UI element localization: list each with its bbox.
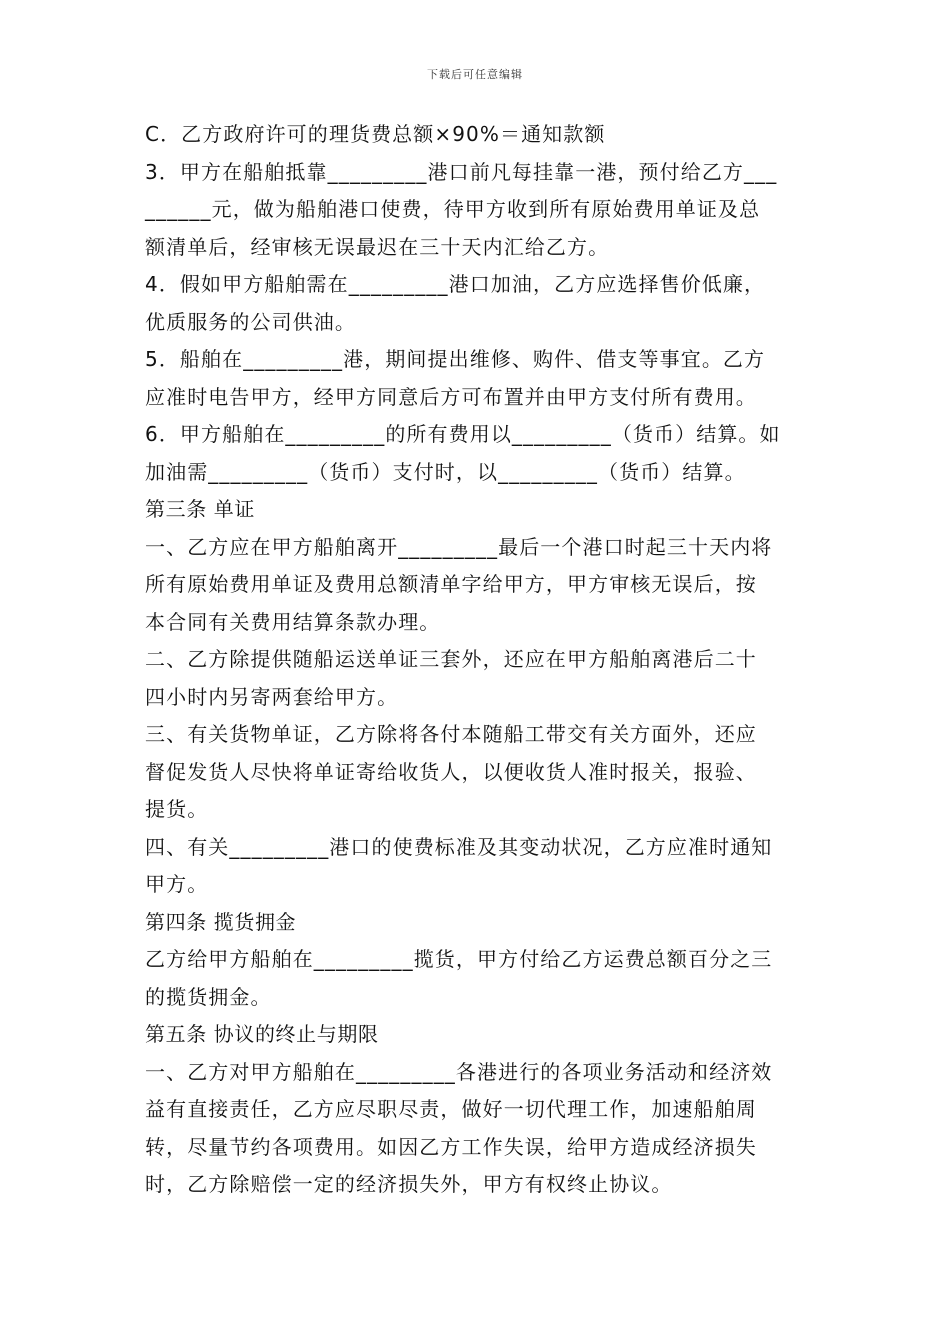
paragraph-line: 优质服务的公司供油。 bbox=[145, 309, 356, 334]
paragraph-line: 3．甲方在船舶抵靠_________港口前凡每挂靠一港，预付给乙方___ bbox=[145, 159, 778, 184]
paragraph-line: 二、乙方除提供随船运送单证三套外，还应在甲方船舶离港后二十 bbox=[145, 647, 757, 671]
paragraph-line: 5．船舶在_________港，期间提出维修、购件、借支等事宜。乙方 bbox=[145, 347, 766, 371]
paragraph-line: 应准时电告甲方，经甲方同意后方可布置并由甲方支付所有费用。 bbox=[145, 384, 757, 409]
paragraph-line: 加油需_________（货币）支付时，以_________（货币）结算。 bbox=[145, 459, 746, 484]
paragraph-line: 四小时内另寄两套给甲方。 bbox=[145, 684, 399, 709]
document-body bbox=[145, 116, 809, 1204]
paragraph-line: 一、乙方对甲方船舶在_________各港进行的各项业务活动和经济效 bbox=[145, 1059, 773, 1084]
paragraph-line: 益有直接责任，乙方应尽职尽责，做好一切代理工作，加速船舶周 bbox=[145, 1097, 757, 1121]
paragraph-line: 转，尽量节约各项费用。如因乙方工作失误，给甲方造成经济损失 bbox=[145, 1134, 757, 1159]
paragraph-line: 4．假如甲方船舶需在_________港口加油，乙方应选择售价低廉， bbox=[145, 272, 766, 296]
paragraph-line: 时，乙方除赔偿一定的经济损失外，甲方有权终止协议。 bbox=[145, 1172, 673, 1196]
paragraph-line: 本合同有关费用结算条款办理。 bbox=[145, 609, 441, 634]
section-heading: 第三条 单证 bbox=[145, 497, 255, 521]
paragraph-line: 提货。 bbox=[145, 797, 209, 821]
paragraph-line: 四、有关_________港口的使费标准及其变动状况，乙方应准时通知 bbox=[145, 834, 773, 859]
paragraph-line: 甲方。 bbox=[145, 872, 209, 896]
page-header-note: 下载后可任意编辑 bbox=[427, 68, 523, 81]
paragraph-line: 一、乙方应在甲方船舶离开_________最后一个港口时起三十天内将 bbox=[145, 534, 773, 559]
paragraph-line: 的揽货拥金。 bbox=[145, 984, 272, 1009]
paragraph-line: 三、有关货物单证，乙方除将各付本随船工带交有关方面外，还应 bbox=[145, 722, 757, 746]
section-heading: 第四条 揽货拥金 bbox=[145, 909, 297, 934]
paragraph-line: 6．甲方船舶在_________的所有费用以_________（货币）结算。如 bbox=[145, 422, 781, 446]
paragraph-line: ______元，做为船舶港口使费，待甲方收到所有原始费用单证及总 bbox=[145, 197, 761, 221]
paragraph-line: 乙方给甲方船舶在_________揽货，甲方付给乙方运费总额百分之三 bbox=[145, 947, 773, 971]
section-heading: 第五条 协议的终止与期限 bbox=[145, 1022, 379, 1046]
paragraph-line: 所有原始费用单证及费用总额清单字给甲方，甲方审核无误后，按 bbox=[145, 572, 757, 596]
paragraph-line: 额清单后，经审核无误最迟在三十天内汇给乙方。 bbox=[145, 234, 610, 259]
paragraph-line: C．乙方政府许可的理货费总额×90%＝通知款额 bbox=[145, 122, 606, 146]
paragraph-line: 督促发货人尽快将单证寄给收货人，以便收货人准时报关，报验、 bbox=[145, 759, 757, 784]
